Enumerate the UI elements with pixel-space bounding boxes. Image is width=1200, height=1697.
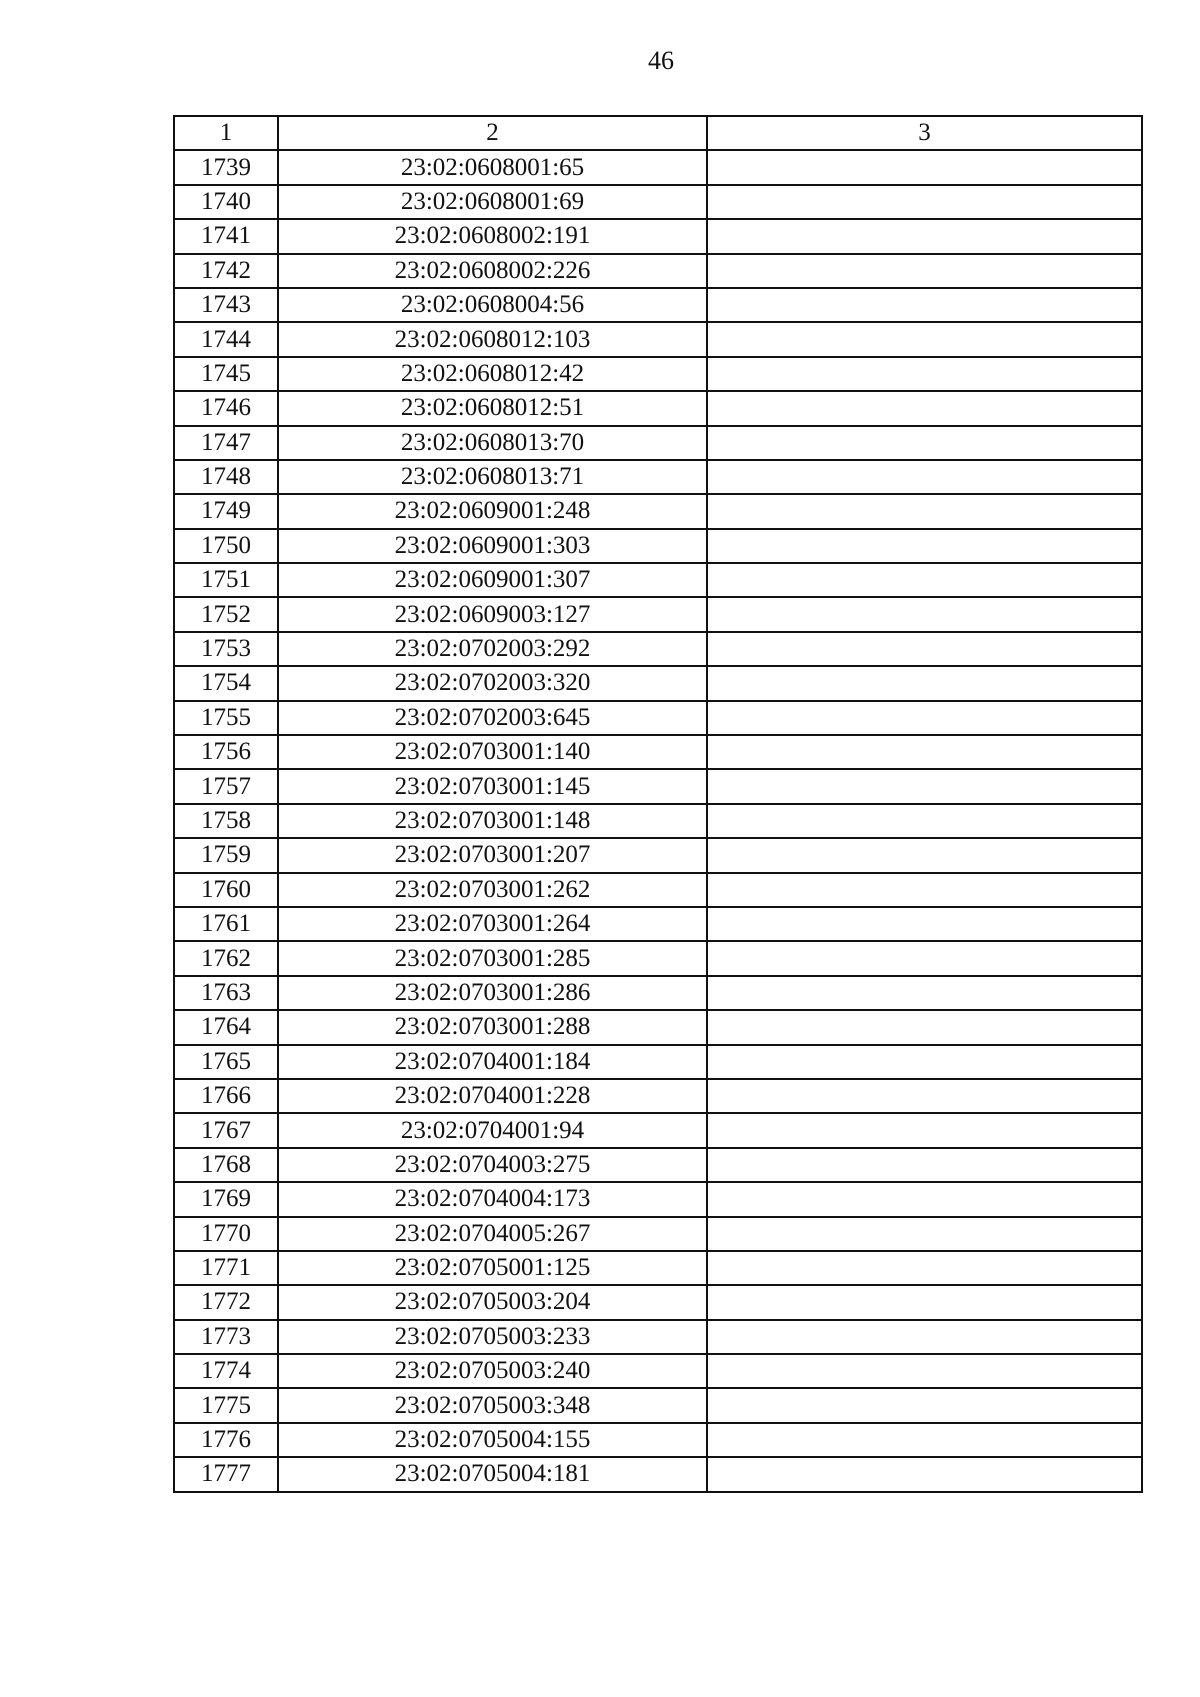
cadastral-number-cell: 23:02:0608013:71	[278, 460, 707, 494]
cadastral-number-cell: 23:02:0609001:303	[278, 529, 707, 563]
column-3-cell	[707, 1251, 1142, 1285]
page-number: 46	[648, 46, 674, 75]
row-number-cell: 1763	[174, 976, 278, 1010]
column-3-cell	[707, 1285, 1142, 1319]
table-row	[174, 873, 1142, 907]
table-row	[174, 185, 1142, 219]
cadastral-number-cell: 23:02:0704004:173	[278, 1182, 707, 1216]
row-number-cell: 1766	[174, 1079, 278, 1113]
row-number-cell: 1765	[174, 1045, 278, 1079]
column-3-cell	[707, 1354, 1142, 1388]
table-row	[174, 563, 1142, 597]
column-3-cell	[707, 1320, 1142, 1354]
table-row	[174, 1182, 1142, 1216]
table-row	[174, 219, 1142, 253]
cadastral-number-cell: 23:02:0705003:204	[278, 1285, 707, 1319]
column-3-cell	[707, 288, 1142, 322]
column-3-cell	[707, 426, 1142, 460]
cadastral-number-cell: 23:02:0703001:286	[278, 976, 707, 1010]
table-row	[174, 1010, 1142, 1044]
table-row	[174, 529, 1142, 563]
cadastral-number-cell: 23:02:0703001:285	[278, 941, 707, 975]
cadastral-number-cell: 23:02:0705004:181	[278, 1457, 707, 1491]
column-3-cell	[707, 529, 1142, 563]
cadastral-number-cell: 23:02:0608002:226	[278, 254, 707, 288]
table-row	[174, 1113, 1142, 1147]
cadastral-number-cell: 23:02:0703001:145	[278, 769, 707, 803]
column-3-cell	[707, 1388, 1142, 1422]
table-row	[174, 1457, 1142, 1491]
row-number-cell: 1772	[174, 1285, 278, 1319]
row-number-cell: 1756	[174, 735, 278, 769]
column-3-cell	[707, 391, 1142, 425]
column-3-cell	[707, 185, 1142, 219]
row-number-cell: 1773	[174, 1320, 278, 1354]
column-3-cell	[707, 563, 1142, 597]
column-3-cell	[707, 1010, 1142, 1044]
cadastral-number-cell: 23:02:0702003:292	[278, 632, 707, 666]
cadastral-number-cell: 23:02:0703001:262	[278, 873, 707, 907]
cadastral-number-cell: 23:02:0703001:207	[278, 838, 707, 872]
table-row	[174, 1251, 1142, 1285]
column-3-cell	[707, 1113, 1142, 1147]
table-row	[174, 976, 1142, 1010]
column-3-cell	[707, 907, 1142, 941]
table-row	[174, 804, 1142, 838]
cadastral-number-cell: 23:02:0705003:240	[278, 1354, 707, 1388]
column-header-1: 1	[174, 116, 278, 150]
table-row	[174, 288, 1142, 322]
cadastral-number-cell: 23:02:0608001:65	[278, 150, 707, 184]
table-row	[174, 322, 1142, 356]
table-row	[174, 1079, 1142, 1113]
cadastral-number-cell: 23:02:0609001:248	[278, 494, 707, 528]
column-3-cell	[707, 219, 1142, 253]
column-3-cell	[707, 460, 1142, 494]
table-row	[174, 1148, 1142, 1182]
cadastral-number-cell: 23:02:0705003:233	[278, 1320, 707, 1354]
column-header-2: 2	[278, 116, 707, 150]
cadastral-number-cell: 23:02:0702003:645	[278, 701, 707, 735]
row-number-cell: 1747	[174, 426, 278, 460]
row-number-cell: 1759	[174, 838, 278, 872]
column-3-cell	[707, 322, 1142, 356]
table-row	[174, 907, 1142, 941]
table-row	[174, 357, 1142, 391]
column-3-cell	[707, 701, 1142, 735]
table-row	[174, 1354, 1142, 1388]
cadastral-number-cell: 23:02:0608004:56	[278, 288, 707, 322]
column-3-cell	[707, 597, 1142, 631]
column-3-cell	[707, 1457, 1142, 1491]
cadastral-number-cell: 23:02:0704001:228	[278, 1079, 707, 1113]
table-row	[174, 150, 1142, 184]
row-number-cell: 1748	[174, 460, 278, 494]
row-number-cell: 1753	[174, 632, 278, 666]
column-3-cell	[707, 1148, 1142, 1182]
cadastral-number-cell: 23:02:0608012:51	[278, 391, 707, 425]
row-number-cell: 1768	[174, 1148, 278, 1182]
cadastral-number-cell: 23:02:0705004:155	[278, 1423, 707, 1457]
column-3-cell	[707, 1182, 1142, 1216]
header-row	[174, 116, 1142, 150]
column-3-cell	[707, 1079, 1142, 1113]
cadastral-number-cell: 23:02:0704003:275	[278, 1148, 707, 1182]
cadastral-table	[173, 115, 1143, 1493]
column-3-cell	[707, 666, 1142, 700]
row-number-cell: 1743	[174, 288, 278, 322]
row-number-cell: 1774	[174, 1354, 278, 1388]
cadastral-number-cell: 23:02:0705001:125	[278, 1251, 707, 1285]
table-body	[174, 116, 1142, 1492]
row-number-cell: 1745	[174, 357, 278, 391]
cadastral-number-cell: 23:02:0608012:42	[278, 357, 707, 391]
table-row	[174, 1388, 1142, 1422]
row-number-cell: 1761	[174, 907, 278, 941]
cadastral-number-cell: 23:02:0703001:288	[278, 1010, 707, 1044]
cadastral-number-cell: 23:02:0704001:94	[278, 1113, 707, 1147]
row-number-cell: 1777	[174, 1457, 278, 1491]
row-number-cell: 1750	[174, 529, 278, 563]
table-row	[174, 632, 1142, 666]
table-row	[174, 460, 1142, 494]
row-number-cell: 1741	[174, 219, 278, 253]
row-number-cell: 1755	[174, 701, 278, 735]
column-3-cell	[707, 1217, 1142, 1251]
column-3-cell	[707, 1045, 1142, 1079]
column-3-cell	[707, 769, 1142, 803]
row-number-cell: 1740	[174, 185, 278, 219]
table-row	[174, 426, 1142, 460]
table-row	[174, 838, 1142, 872]
column-3-cell	[707, 976, 1142, 1010]
cadastral-number-cell: 23:02:0703001:148	[278, 804, 707, 838]
table-row	[174, 1320, 1142, 1354]
column-3-cell	[707, 838, 1142, 872]
cadastral-number-cell: 23:02:0608002:191	[278, 219, 707, 253]
column-3-cell	[707, 873, 1142, 907]
cadastral-number-cell: 23:02:0608001:69	[278, 185, 707, 219]
table-row	[174, 701, 1142, 735]
cadastral-number-cell: 23:02:0703001:140	[278, 735, 707, 769]
table-row	[174, 735, 1142, 769]
column-3-cell	[707, 632, 1142, 666]
cadastral-number-cell: 23:02:0609001:307	[278, 563, 707, 597]
row-number-cell: 1749	[174, 494, 278, 528]
row-number-cell: 1776	[174, 1423, 278, 1457]
row-number-cell: 1744	[174, 322, 278, 356]
row-number-cell: 1742	[174, 254, 278, 288]
row-number-cell: 1752	[174, 597, 278, 631]
column-3-cell	[707, 254, 1142, 288]
table-row	[174, 1217, 1142, 1251]
row-number-cell: 1767	[174, 1113, 278, 1147]
cadastral-number-cell: 23:02:0608013:70	[278, 426, 707, 460]
table-row	[174, 666, 1142, 700]
table-row	[174, 254, 1142, 288]
column-3-cell	[707, 941, 1142, 975]
row-number-cell: 1775	[174, 1388, 278, 1422]
row-number-cell: 1758	[174, 804, 278, 838]
column-3-cell	[707, 804, 1142, 838]
row-number-cell: 1754	[174, 666, 278, 700]
row-number-cell: 1762	[174, 941, 278, 975]
row-number-cell: 1739	[174, 150, 278, 184]
cadastral-number-cell: 23:02:0705003:348	[278, 1388, 707, 1422]
row-number-cell: 1746	[174, 391, 278, 425]
cadastral-number-cell: 23:02:0704001:184	[278, 1045, 707, 1079]
column-3-cell	[707, 735, 1142, 769]
row-number-cell: 1760	[174, 873, 278, 907]
table-row	[174, 1285, 1142, 1319]
column-3-cell	[707, 1423, 1142, 1457]
column-3-cell	[707, 150, 1142, 184]
table-row	[174, 391, 1142, 425]
row-number-cell: 1769	[174, 1182, 278, 1216]
table-row	[174, 1423, 1142, 1457]
row-number-cell: 1771	[174, 1251, 278, 1285]
table-row	[174, 494, 1142, 528]
cadastral-number-cell: 23:02:0609003:127	[278, 597, 707, 631]
column-header-3: 3	[707, 116, 1142, 150]
table-row	[174, 1045, 1142, 1079]
column-3-cell	[707, 494, 1142, 528]
cadastral-number-cell: 23:02:0703001:264	[278, 907, 707, 941]
row-number-cell: 1770	[174, 1217, 278, 1251]
cadastral-number-cell: 23:02:0704005:267	[278, 1217, 707, 1251]
table-row	[174, 941, 1142, 975]
row-number-cell: 1757	[174, 769, 278, 803]
table-row	[174, 597, 1142, 631]
column-3-cell	[707, 357, 1142, 391]
cadastral-number-cell: 23:02:0608012:103	[278, 322, 707, 356]
row-number-cell: 1751	[174, 563, 278, 597]
row-number-cell: 1764	[174, 1010, 278, 1044]
table-row	[174, 769, 1142, 803]
cadastral-number-cell: 23:02:0702003:320	[278, 666, 707, 700]
